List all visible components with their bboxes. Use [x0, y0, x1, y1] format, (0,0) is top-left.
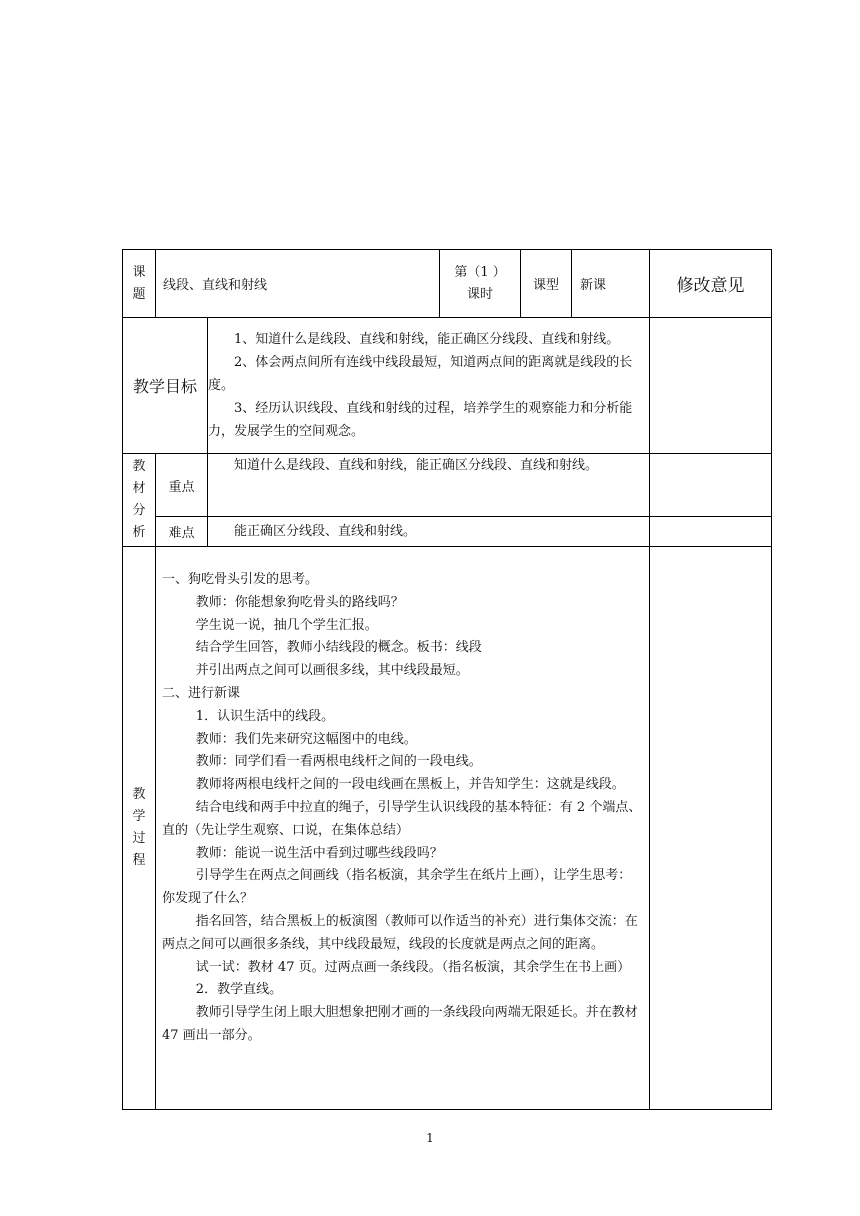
difficult-point-text: 能正确区分线段、直线和射线。 [234, 524, 417, 539]
type-cell [572, 250, 650, 318]
process-line: 1．认识生活中的线段。 [195, 708, 335, 724]
objectives-label-cell [123, 318, 208, 454]
type-label: 课型 [533, 278, 560, 293]
process-label-char: 教 [132, 787, 146, 802]
process-line: 学生说一说，抽几个学生汇报。 [195, 617, 378, 633]
key-point-text: 知道什么是线段、直线和射线，能正确区分线段、直线和射线。 [234, 458, 599, 473]
process-line: 试一试：教材 47 页。过两点画一条线段。（指名板演，其余学生在书上画） [195, 959, 631, 975]
process-line: 教师将两根电线杆之间的一段电线画在黑板上，并告知学生：这就是线段。 [195, 777, 625, 793]
process-line: 并引出两点之间可以画很多线，其中线段最短。 [195, 663, 469, 679]
analysis-label-cell [123, 454, 156, 547]
analysis-label-char: 析 [132, 525, 146, 540]
process-cell [156, 547, 650, 1110]
process-label-char: 过 [132, 831, 146, 846]
key-point-cell [208, 454, 650, 517]
process-line: 教师：你能想象狗吃骨头的路线吗？ [195, 594, 404, 610]
process-label-cell [123, 547, 156, 1110]
difficult-point-label: 难点 [168, 526, 195, 541]
key-point-row [123, 454, 772, 517]
objectives-row [123, 318, 772, 454]
lesson-unit: 课时 [467, 286, 494, 302]
difficult-point-cell [208, 517, 650, 547]
process-heading: 二、进行新课 [162, 685, 241, 701]
analysis-label-char: 教 [132, 459, 146, 474]
type-value: 新课 [580, 278, 607, 293]
key-point-label-cell [156, 454, 208, 517]
key-point-label: 重点 [168, 479, 195, 495]
process-line: 指名回答，结合黑板上的板演图（教师可以作适当的补充）进行集体交流：在两点之间可以画很多条线，其中线段最短，线段的长度就是两点之间的距离。 [162, 913, 638, 952]
topic-cell [156, 250, 440, 318]
difficult-point-label-cell [156, 517, 208, 547]
revision-cell [650, 517, 772, 547]
process-content [156, 547, 649, 1048]
process-line: 结合电线和两手中拉直的绳子，引导学生认识线段的基本特征：有 2 个端点、直的（先让学生观察、口说，在集体总结） [162, 799, 642, 838]
lesson-number: 第（1 ） [454, 264, 506, 280]
topic-label-char: 课 [132, 264, 146, 280]
revision-cell [650, 547, 772, 1110]
process-line: 2．教学直线。 [195, 982, 283, 998]
revision-cell [650, 318, 772, 454]
process-heading: 一、狗吃骨头引发的思考。 [162, 572, 319, 587]
process-line: 结合学生回答，教师小结线段的概念。板书：线段 [195, 640, 482, 656]
page-number: 1 [426, 1131, 434, 1145]
objective-item: 2、体会两点间所有连线中线段最短，知道两点间的距离就是线段的长度。 [208, 355, 633, 393]
topic-label-char: 题 [132, 286, 146, 302]
lesson-plan-table [122, 249, 772, 1110]
topic-title: 线段、直线和射线 [163, 278, 268, 293]
difficult-point-row [123, 517, 772, 547]
header-row [123, 250, 772, 318]
revision-label-cell [650, 250, 772, 318]
process-label-char: 学 [132, 809, 146, 824]
objectives-cell [208, 318, 650, 454]
revision-cell [650, 454, 772, 517]
process-line: 教师：我们先来研究这幅图中的电线。 [195, 731, 417, 747]
type-label-cell [521, 250, 572, 318]
revision-label: 修改意见 [676, 276, 745, 296]
objective-item: 3、经历认识线段、直线和射线的过程，培养学生的观察能力和分析能力，发展学生的空间观念。 [208, 401, 633, 439]
process-line: 教师：能说一说生活中看到过哪些线段吗？ [195, 845, 443, 861]
objective-item: 1、知道什么是线段、直线和射线，能正确区分线段、直线和射线。 [234, 332, 620, 347]
process-line: 教师引导学生闭上眼大胆想象把刚才画的一条线段向两端无限延长。并在教材 47 画出一部分。 [162, 1005, 638, 1043]
analysis-label-char: 材 [132, 481, 146, 496]
lesson-number-cell [440, 250, 521, 318]
process-label-char: 程 [132, 853, 146, 868]
process-line: 引导学生在两点之间画线（指名板演，其余学生在纸片上画），让学生思考：你发现了什么？ [162, 868, 632, 907]
topic-label-cell [123, 250, 156, 318]
objectives-label: 教学目标 [132, 377, 197, 396]
process-line: 教师：同学们看一看两根电线杆之间的一段电线。 [195, 754, 482, 770]
analysis-label-char: 分 [132, 503, 146, 518]
process-row [123, 547, 772, 1110]
